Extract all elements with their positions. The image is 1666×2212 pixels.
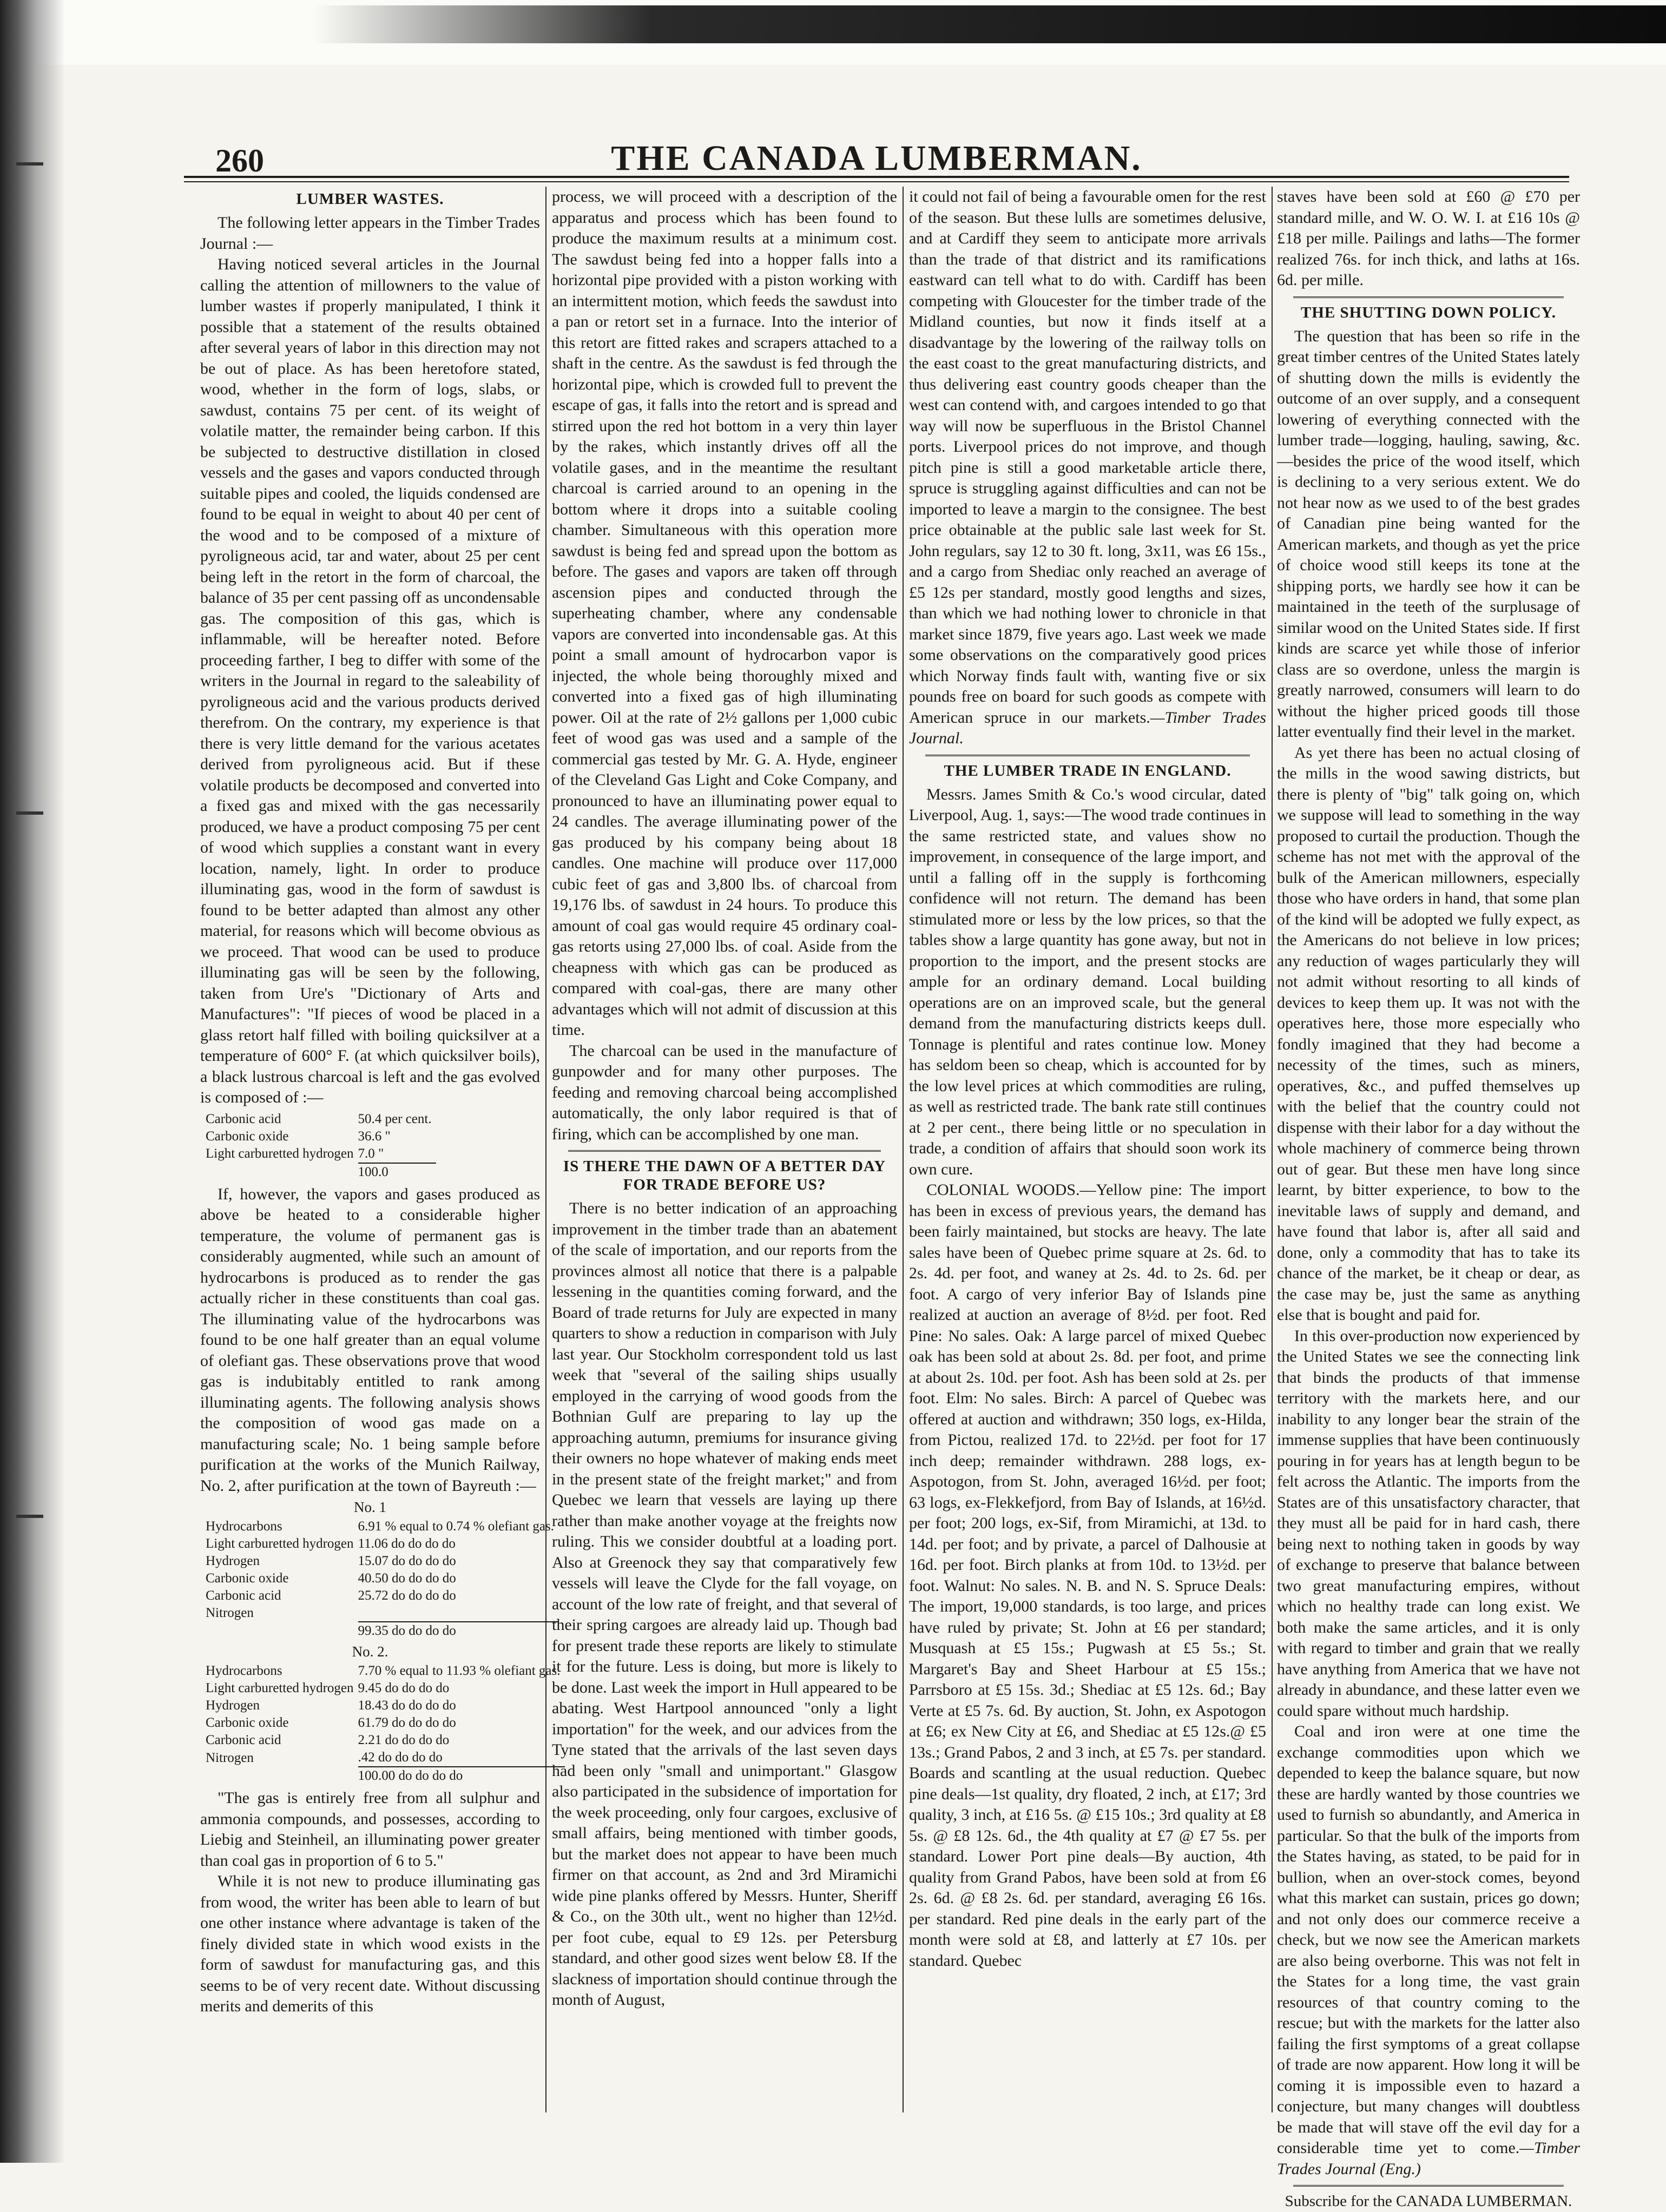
- article-paragraph: Messrs. James Smith & Co.'s wood circular, dated Liverpool, Aug. 1, says:—The wood trade continues in the same restricted state, and values show no improvement, in consequence of the large import, and until a falling off in the supply is forthcoming confidence will not return. The demand has been stimulated more or less by the low prices, so that the tables show a large quantity has gone away, but not in proportion to the import, and the present stocks are ample for an ordinary demand. Local building operations are on an improved scale, but the general demand from the manufacturing districts keeps dull. Tonnage is plentiful and rates continue low. Money has seldom been so cheap, which is accounted for by the low level prices at which commodities are ruling, as well as restricted trade. The bank rate still continues at 2 per cent., there being little or no speculation in trade, a condition of affairs that should soon work its own cure.: [909, 785, 1266, 1178]
- column-1: [200, 187, 561, 2134]
- table-row: [206, 1697, 565, 1714]
- column-3: [909, 187, 1266, 2134]
- table-row: [206, 1767, 565, 1785]
- article-paragraph: Having noticed several articles in the Journal calling the attention of millowners to the value of lumber wastes if properly manipulated, I think it possible that a statement of the results obtained after several years of labor in this direction may not be out of place. As has been heretofore stated, wood, whether in the form of logs, slabs, or sawdust, contains 75 per cent. of its weight of volatile matter, the remainder being carbon. If this be subjected to destructive distillation in closed vessels and the gases and vapors conducted through suitable pipes and cooled, the liquids condensed are found to be equal in weight to about 40 per cent of the wood and to be composed of a mixture of pyroligneous acid, tar and water, about 25 per cent being left in the retort in the form of charcoal, the balance of 35 per cent passing off as uncondensable gas. The composition of this gas, which is inflammable, will be hereafter noted. Before proceeding farther, I beg to differ with some of the writers in the Journal in regard to the saleability of pyroligneous acid and the various products derived therefrom. On the contrary, my experience is that there is very little demand for the various acetates derived from pyroligneous acid. But if these volatile products be decomposed and converted into a fixed gas and mixed with the gas necessarily produced, we have a product composing 75 per cent of wood which supplies a constant want in every location, namely, light. In order to produce illuminating gas, wood in the form of sawdust is found to be better adapted than almost any other material, for reasons which will become obvious as we proceed. That wood can be used to produce illuminating gas will be seen by the following, taken from Ure's "Dictionary of Arts and Manufactures": "If pieces of wood be placed in a glass retort half filled with boiling quicksilver at a temperature of 600° F. (at which quicksilver boils), a black lustrous charcoal is left and the gas evolved is composed of :—: [200, 255, 540, 1106]
- table-row: [206, 1145, 436, 1163]
- gas-composition-table: [206, 1111, 436, 1181]
- article-intro: The following letter appears in the Timber Trades Journal :—: [200, 214, 540, 253]
- scan-dark-edge: [313, 5, 1666, 43]
- table-cell: Carbonic oxide: [206, 1571, 289, 1586]
- article-paragraph: staves have been sold at £60 @ £70 per standard mille, and W. O. W. I. at £16 10s @ £18 per mille. Pailings and laths—The former realized 76s. for inch thick, and laths at 16s. 6d. per mille.: [1277, 188, 1580, 289]
- table-cell: Hydrocarbons: [206, 1663, 282, 1678]
- table-row: [206, 1163, 436, 1181]
- sample-label-no1: No. 1: [354, 1499, 386, 1515]
- table-cell: 2.21 do do do do: [358, 1733, 450, 1747]
- table-cell: 50.4 per cent.: [358, 1111, 432, 1126]
- article-paragraph: In this over-production now experienced by the United States we see the connecting link that binds the products of that immense territory with the markets here, and our inability to any longer bear the strain of the immense supplies that have been continuously pouring in for years has at length begun to be felt across the Atlantic. The imports from the States are of this unsatisfactory character, that they must all be paid for in hard cash, there being next to nothing taken in goods by way of exchange to preserve that balance between two great manufacturing empires, without which no healthy trade can long exist. We both make the same articles, and it is only with regard to timber and grain that we really have anything from America that we have not already in abundance, and these latter even we could spare without much hardship.: [1277, 1326, 1580, 1720]
- sample-label-no2: No. 2.: [352, 1643, 388, 1660]
- subscribe-notice: Subscribe for the CANADA LUMBERMAN.: [1285, 2193, 1572, 2210]
- section-rule: [1293, 296, 1564, 300]
- table-row: [206, 1535, 558, 1553]
- analysis-table-no2: [206, 1662, 565, 1785]
- table-row: [206, 1518, 558, 1535]
- table-cell: Carbonic acid: [206, 1111, 281, 1126]
- table-cell: 18.43 do do do do: [358, 1698, 456, 1713]
- table-cell: [358, 1604, 558, 1622]
- source-credit: —Timber Trades Journal (Eng.): [1277, 2139, 1580, 2178]
- section-rule: [568, 1150, 881, 1154]
- page-number: 260: [215, 143, 264, 179]
- journal-title: THE CANADA LUMBERMAN.: [611, 138, 1142, 178]
- column-4: [1277, 187, 1580, 2210]
- table-cell: 25.72 do do do do: [358, 1588, 456, 1603]
- table-row: [206, 1570, 558, 1587]
- scan-speck: [16, 1515, 43, 1518]
- table-row: [206, 1680, 565, 1697]
- table-cell: Hydrocarbons: [206, 1519, 282, 1534]
- table-cell: 6.91 % equal to 0.74 % olefiant gas.: [358, 1519, 554, 1534]
- binding-spine-shadow: [0, 0, 65, 2163]
- article-heading-lumber-trade-england: THE LUMBER TRADE IN ENGLAND.: [944, 762, 1232, 780]
- table-cell: 15.07 do do do do: [358, 1554, 456, 1568]
- article-heading-shutting-down: THE SHUTTING DOWN POLICY.: [1301, 303, 1556, 321]
- table-row: [206, 1749, 565, 1767]
- column-2: [552, 187, 897, 2134]
- masthead: [184, 133, 1569, 179]
- column-divider: [545, 187, 546, 2112]
- table-cell: 36.6 ": [358, 1128, 391, 1144]
- scan-speck: [16, 811, 43, 815]
- table-cell: .42 do do do do: [358, 1750, 443, 1765]
- article-paragraph: If, however, the vapors and gases produced as above be heated to a considerable higher temperature, the volume of permanent gas is considerably augmented, while such an amount of hydrocarbons is produced as to render the gas actually richer in these constituents than coal gas. The illuminating value of the hydrocarbons was found to be one half greater than an equal volume of olefiant gas. These observations prove that wood gas is indubitably entitled to rank among illuminating agents. The following analysis shows the composition of wood gas made on a manufacturing scale; No. 1 being sample before purification at the works of the Munich Railway, No. 2, after purification at the town of Bayreuth :—: [200, 1185, 540, 1495]
- column-divider: [903, 187, 904, 2112]
- table-row: [206, 1604, 558, 1622]
- article-paragraph: The question that has been so rife in the great timber centres of the United States lately of shutting down the mills is evidently the outcome of an over supply, and a consequent lowering of everything connected with the lumber trade—logging, hauling, sawing, &c.—besides the price of the wood itself, which is declining to a very serious extent. We do not hear now as we used to of the best grades of Canadian pine being wanted for the American markets, and though as yet the price of choice wood still keeps its tone at the shipping ports, we hardly see how it can be maintained in the teeth of the surplusage of similar wood on the United States side. If first kinds are scarce yet while those of inferior class are so overdone, unless the margin is greatly narrowed, consumers will learn to do without the higher priced goods till those latter eventually find their level in the market.: [1277, 327, 1580, 741]
- table-total: 99.35 do do do do: [358, 1622, 558, 1640]
- table-cell: Carbonic acid: [206, 1588, 281, 1603]
- table-cell: Nitrogen: [206, 1750, 254, 1765]
- table-cell: Carbonic oxide: [206, 1128, 289, 1144]
- table-cell: 61.79 do do do do: [358, 1715, 456, 1730]
- table-row: [206, 1622, 558, 1640]
- table-row: [206, 1111, 436, 1128]
- article-paragraph: While it is not new to produce illuminating gas from wood, the writer has been able to learn of but one other instance where advantage is taken of the finely divided state in which wood exists in the form of sawdust for manufacturing gas, and this seems to be of very recent date. Without discussing merits and demerits of this: [200, 1872, 540, 2015]
- article-paragraph: There is no better indication of an approaching improvement in the timber trade than an abatement of the scale of importation, and our reports from the provinces almost all notice that there is a palpable lessening in the quantities coming forward, and the Board of trade returns for July are expected in many quarters to show a reduction in comparison with July last year. Our Stockholm correspondent told us last week that "several of the sailing ships usually employed in the carrying of wood goods from the Bothnian Gulf are preparing to lay up the approaching autumn, premiums for insurance giving their owners no hope whatever of making ends meet in the present state of the freight market;" and from Quebec we learn that vessels are laying up there rather than make another voyage at the freights now ruling. This we consider doubtful at a loading port. Also at Greenock they say that comparatively few vessels will leave the Clyde for the fall voyage, on account of the low rate of freight, and that several of their spring cargoes are already laid up. Though bad for present trade these reports are likely to stimulate it for the future. Less is doing, but more is likely to be done. Last week the import in Hull appeared to be abating. West Hartpool announced "only a light importation" for the week, and our advices from the Tyne stated that the arrivals of the last seven days had been only "small and unimportant." Glasgow also participated in the subsidence of importation for the week proceeding, only four cargoes, exclusive of small affairs, being mentioned with timber goods, but the market does not appear to have been much firmer on that account, as 2nd and 3rd Miramichi wide pine planks offered by Messrs. Hunter, Sheriff & Co., on the 30th ult., went no higher than 12½d. per foot cube, equal to £9 12s. per Petersburg standard, and other good sizes went below £8. If the slackness of importation should continue through the month of August,: [552, 1199, 897, 2009]
- table-cell: Carbonic acid: [206, 1733, 281, 1747]
- paragraph-text: it could not fail of being a favourable omen for the rest of the season. But these lulls are sometimes delusive, and at Cardiff they seem to anticipate more arrivals than the trade of that district and its ramifications eastward can tell what to do with. Cardiff has been competing with Gloucester for the timber trade of the Midland counties, but now it finds itself at a disadvantage by the lowering of the railway tolls on the east coast to the great manufacturing districts, and thus delivering east country goods cheaper than the west can contend with, and cargoes intended to go that way will now be superfluous in the Bristol Channel ports. Liverpool prices do not improve, and though pitch pine is still a good marketable article there, spruce is struggling against difficulties and can not be imported to leave a margin to the consignee. The best price obtainable at the public sale last week for St. John regulars, say 12 to 30 ft. long, 3x11, was £6 15s., and a cargo from Shediac only reached an average of £5 12s per standard, mostly good lengths and sizes, than which we had nothing lower to chronicle in that market since 1879, five years ago. Last week we made some observations on the comparatively good prices which Norway finds fault with, wanting five or six pounds free on board for such goods as compete with American spruce in our markets.: [909, 188, 1266, 727]
- article-paragraph: COLONIAL WOODS.—Yellow pine: The import has been in excess of previous years, the demand has been fairly maintained, but stocks are heavy. The late sales have been of Quebec prime square at 2s. 6d. to 2s. 4d. per foot, and waney at 2s. 4d. to 2s. 6d. per foot. A cargo of very inferior Bay of Islands pine realized at auction an average of 8½d. per foot. Red Pine: No sales. Oak: A large parcel of mixed Quebec oak has been sold at about 2s. 8d. per foot, and prime at about 2s. 10d. per foot. Ash has been sold at 2s. per foot. Elm: No sales. Birch: A parcel of Quebec was offered at auction and withdrawn; 350 logs, ex-Hilda, from Pictou, realized 17d. to 22½d. per foot for 17 inch deep; remainder withdrawn. 288 logs, ex-Aspotogon, from St. John, averaged 16½d. per foot; 63 logs, ex-Flekkefjord, from Bay of Islands, at 16½d. per foot; 200 logs, ex-Sif, from Miramichi, at 13d. to 14d. per foot; and by private, a parcel of Dalhousie at 16d. per foot. Birch planks at from 10d. to 13½d. per foot. Walnut: No sales. N. B. and N. S. Spruce Deals: The import, 19,000 standards, is too large, and prices have ruled by private; St. John at £6 per standard; Musquash at £5 15s.; Pugwash at £5 5s.; St. Margaret's Bay and Sheet Harbour at £5 15s.; Parrsboro at £5 15s. 3d.; Shediac at £5 12s. 6d.; Bay Verte at £5 7s. 6d. By auction, St. John, ex Aspotogon at £6; ex New City at £6, and Shediac at £5 12s.@ £5 13s.; Grand Pabos, 2 and 3 inch, at £5 7s. per standard. Boards and scantling at the usual reduction. Quebec pine deals—1st quality, dry floated, 2 inch, at £17; 3rd quality, 3 inch, at £16 5s. @ £15 10s.; 3rd quality at £8 5s. @ £8 12s. 6d., the 4th quality at £7 @ £7 5s. per standard. Lower Port pine deals—By auction, 4th quality from Grand Pabos, have been sold at from £6 2s. 6d. @ £8 2s. 6d. per standard, averaging £6 16s. per standard. Red pine deals in the early part of the month were sold at £8, and latterly at £7 10s. per standard. Quebec: [909, 1181, 1266, 1970]
- table-row: [206, 1128, 436, 1145]
- column-divider: [1272, 187, 1273, 2112]
- table-cell: Light carburetted hydrogen: [206, 1146, 354, 1161]
- table-row: [206, 1662, 565, 1680]
- table-cell: 7.70 % equal to 11.93 % olefiant gas.: [358, 1663, 561, 1678]
- scan-speck: [16, 162, 43, 166]
- section-rule: [925, 755, 1250, 758]
- table-cell: Nitrogen: [206, 1606, 254, 1620]
- table-cell: 40.50 do do do do: [358, 1571, 456, 1586]
- analysis-table-no1: [206, 1518, 558, 1640]
- article-paragraph: "The gas is entirely free from all sulphur and ammonia compounds, and possesses, according to Liebig and Steinheil, an illuminating power greater than coal gas in proportion of 6 to 5.": [200, 1789, 540, 1870]
- table-row: [206, 1587, 558, 1604]
- table-row: [206, 1714, 565, 1732]
- article-paragraph: process, we will proceed with a description of the apparatus and process which has been found to produce the maximum results at a minimum cost. The sawdust being fed into a hopper falls into a horizontal pipe provided with a piston working with an intermittent motion, which feeds the sawdust into a pan or retort set in a furnace. Into the interior of this retort are fitted rakes and scrapers attached to a shaft in the centre. As the sawdust is fed through the horizontal pipe, which is crowded full to prevent the escape of gas, it falls into the retort and is spread and stirred upon the red hot bottom in a very thin layer by the rakes, which instantly drives off all the volatile gases, and in the meantime the resultant charcoal is carried around to an opening in the bottom where it drops into a suitable cooling chamber. Simultaneous with this operation more sawdust is being fed and spread upon the bottom as before. The gases and vapors are taken off through ascension pipes and conducted through the superheating chamber, where any condensable vapors are converted into incondensable gas. At this point a small amount of hydrocarbon vapor is injected, the whole being thoroughly mixed and converted into a fixed gas of high illuminating power. Oil at the rate of 2½ gallons per 1,000 cubic feet of wood gas was used and a sample of the commercial gas tested by Mr. G. A. Hyde, engineer of the Cleveland Gas Light and Coke Company, and pronounced to have an illuminating power equal to 24 candles. The average illuminating power of the gas produced by his company being about 18 candles. One machine will produce over 117,000 cubic feet of gas and 3,800 lbs. of charcoal from 19,176 lbs. of sawdust in 24 hours. To produce this amount of coal gas would require 45 ordinary coal-gas retorts using 27,000 lbs. of coal. Aside from the cheapness with which gas can be produced as compared with coal-gas, there are many other advantages which will not admit of discussion at this time.: [552, 188, 897, 1039]
- table-cell: Hydrogen: [206, 1698, 260, 1713]
- table-cell: Carbonic oxide: [206, 1715, 289, 1730]
- source-credit: —Timber Trades Journal.: [909, 708, 1267, 747]
- table-cell: 7.0 ": [358, 1146, 384, 1161]
- table-row: [206, 1553, 558, 1570]
- table-row: [206, 1732, 565, 1749]
- table-cell: Hydrogen: [206, 1554, 260, 1568]
- article-heading-lumber-wastes: LUMBER WASTES.: [296, 190, 444, 208]
- article-paragraph: As yet there has been no actual closing of the mills in the wood sawing districts, but there is plenty of "big" talk going on, which we suppose will lead to something in the way proposed to curtail the production. Though the scheme has not met with the approval of the bulk of the American millowners, especially those who have orders in hand, that some plan of the kind will be adopted we fully expect, as the Americans do not believe in low prices; any reduction of wages particularly they will not admit without resorting to all kinds of devices to keep them up. It was not with the operatives here, those more especially who fondly imagined that they had become a necessity of the times, such as miners, operatives, &c., and puffed themselves up with the belief that the country could not dispense with their labor for a day without the whole machinery of commerce being thrown out of gear. But these men have long since learnt, by bitter experience, to bow to the inevitable laws of supply and demand, and have found that labor is, after all said and done, only a commodity that has to take its chance of the market, be it cheap or dear, as the case may be, just the same as anything else that is bought and paid for.: [1277, 743, 1580, 1324]
- table-cell: Light carburetted hydrogen: [206, 1681, 354, 1695]
- table-total: 100.0: [358, 1163, 436, 1181]
- article-heading-better-day: IS THERE THE DAWN OF A BETTER DAY FOR TRADE BEFORE US?: [563, 1158, 886, 1193]
- article-paragraph: [909, 187, 1266, 749]
- paragraph-text: Coal and iron were at one time the exchange commodities upon which we depended to keep the balance square, but now these are hardly wanted by those countries we used to furnish so abundantly, and America in particular. So that the bulk of the imports from the States having, as stated, to be paid for in bullion, when an over-stock comes, beyond what this market can sustain, prices go down; and not only does our commerce receive a check, but we now see the American markets are also being overborne. This was not felt in the States for a long time, the vast grain resources of that country coming to the rescue; but with the markets for the latter also failing the first symptoms of a great collapse of trade are now apparent. How long it will be coming it is impossible even to hazard a conjecture, but many changes will doubtless be made that will stave off the evil day for a considerable time yet to come.: [1277, 1722, 1580, 2157]
- table-cell: Light carburetted hydrogen: [206, 1536, 354, 1551]
- table-total: 100.00 do do do do: [358, 1767, 565, 1785]
- masthead-rule: [184, 176, 1569, 182]
- table-cell: 9.45 do do do do: [358, 1681, 450, 1695]
- section-rule: [1293, 2185, 1564, 2189]
- scan-top-band: [0, 0, 1666, 65]
- table-cell: 11.06 do do do do: [358, 1536, 456, 1551]
- article-paragraph: The charcoal can be used in the manufacture of gunpowder and for many other purposes. The feeding and removing charcoal being accomplished automatically, the only labor required is that of firing, which can be accomplished by one man.: [552, 1041, 897, 1143]
- article-paragraph: [1277, 1721, 1580, 2180]
